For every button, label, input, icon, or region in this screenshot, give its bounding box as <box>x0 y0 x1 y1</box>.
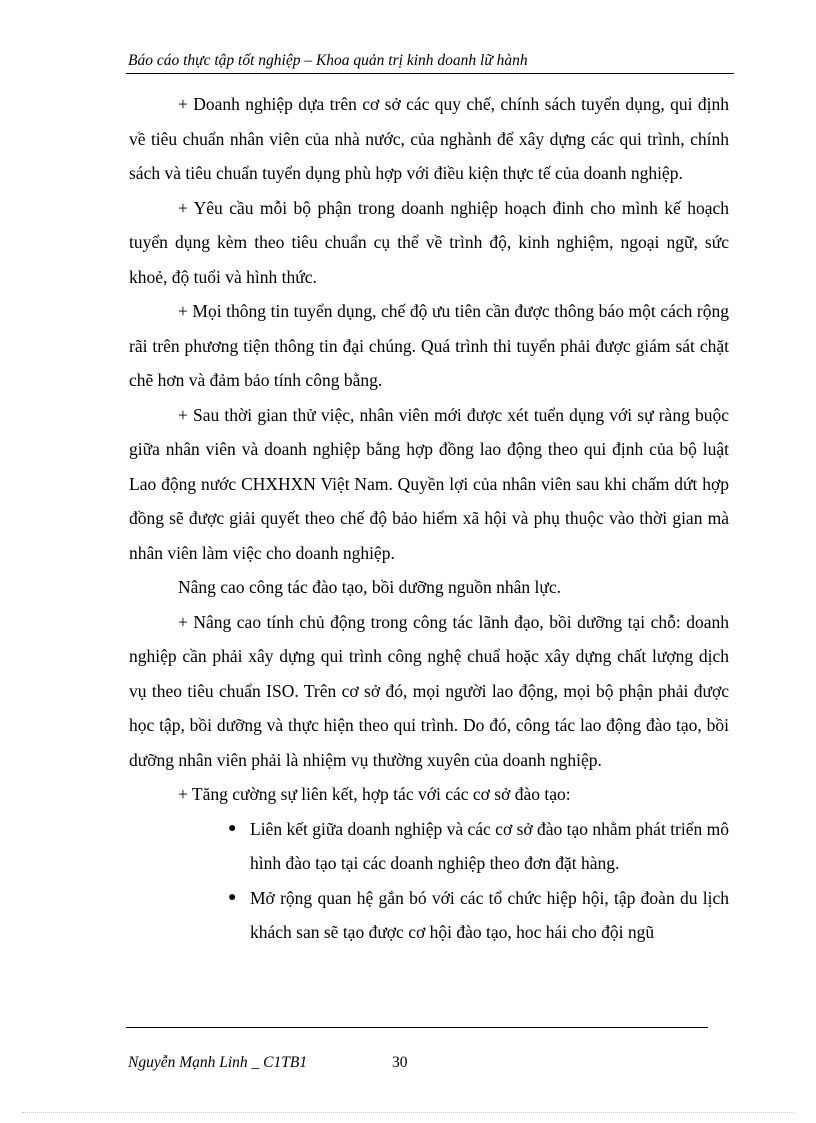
list-item-text: Mở rộng quan hệ gắn bó với các tổ chức hiệp hội, tập đoàn du lịch khách san sẽ tạo được cơ hội đào tạo, hoc hái cho đội ngũ <box>250 887 729 942</box>
paragraph-proactive-training: + Nâng cao tính chủ động trong công tác lãnh đạo, bồi dưỡng tại chỗ: doanh nghiệp cần phải xây dựng qui trình công nghệ chuẩ hoặc xây dựng chất lượng dịch vụ theo tiêu chuẩn ISO. Trên cơ sở đó, mọi người lao động, mọi bộ phận phải được học tập, bồi dưỡng và thực hiện theo qui trình. Do đó, công tác lao động đào tạo, bồi dưỡng nhân viên phải là nhiệm vụ thường xuyên của doanh nghiệp. <box>129 611 729 770</box>
paragraph-recruitment-info: + Mọi thông tin tuyển dụng, chế độ ưu tiên cần được thông báo một cách rộng rãi trên phương tiện thông tin đại chúng. Quá trình thi tuyển phải được giám sát chặt chẽ hơn và đảm bảo tính công bằng. <box>129 301 729 390</box>
page-number: 30 <box>392 1054 408 1071</box>
document-body <box>129 87 729 950</box>
list-item <box>129 812 729 881</box>
bullet-icon: ● <box>228 889 237 905</box>
list-item <box>129 881 729 950</box>
paragraph-department-planning: + Yêu cầu mỗi bộ phận trong doanh nghiệp hoạch đinh cho mình kế hoạch tuyển dụng kèm theo tiêu chuẩn cụ thể về trình độ, kinh nghiệm, ngoại ngữ, sức khoẻ, độ tuổi và hình thức. <box>129 197 729 287</box>
paragraph-cooperation: + Tăng cường sự liên kết, hợp tác với các cơ sở đào tạo: <box>178 784 571 804</box>
footer-author: Nguyễn Mạnh Linh _ C1TB1 <box>128 1054 308 1071</box>
page-header <box>128 50 734 72</box>
list-item-text: Liên kết giữa doanh nghiệp và các cơ sở đào tạo nhằm phát triển mô hình đào tạo tại các doanh nghiệp theo đơn đặt hàng. <box>250 818 729 873</box>
header-divider <box>126 73 734 74</box>
bullet-list <box>129 812 729 950</box>
footer-divider <box>126 1027 708 1028</box>
header-title: Báo cáo thực tập tốt nghiệp – Khoa quản trị kinh doanh lữ hành <box>128 52 528 69</box>
page-bottom-edge <box>22 1112 794 1113</box>
bullet-icon: ● <box>228 820 237 836</box>
paragraph-recruitment-policy: + Doanh nghiệp dựa trên cơ sở các quy chế, chính sách tuyển dụng, qui định về tiêu chuẩn nhân viên của nhà nước, của nghành để xây dựng các qui trình, chính sách và tiêu chuẩn tuyển dụng phù hợp với điều kiện thực tế của doanh nghiệp. <box>129 94 729 183</box>
section-heading-training: Nâng cao công tác đào tạo, bồi dưỡng nguồn nhân lực. <box>178 577 561 597</box>
paragraph-probation: + Sau thời gian thử việc, nhân viên mới được xét tuển dụng với sự ràng buộc giữa nhân viên và doanh nghiệp bằng hợp đồng lao động theo qui định của bộ luật Lao động nước CHXHXN Việt Nam. Quyền lợi của nhân viên sau khi chấm dứt hợp đồng sẽ được giải quyết theo chế độ bảo hiểm xã hội và phụ thuộc vào thời gian mà nhân viên làm việc cho doanh nghiệp. <box>129 404 729 563</box>
